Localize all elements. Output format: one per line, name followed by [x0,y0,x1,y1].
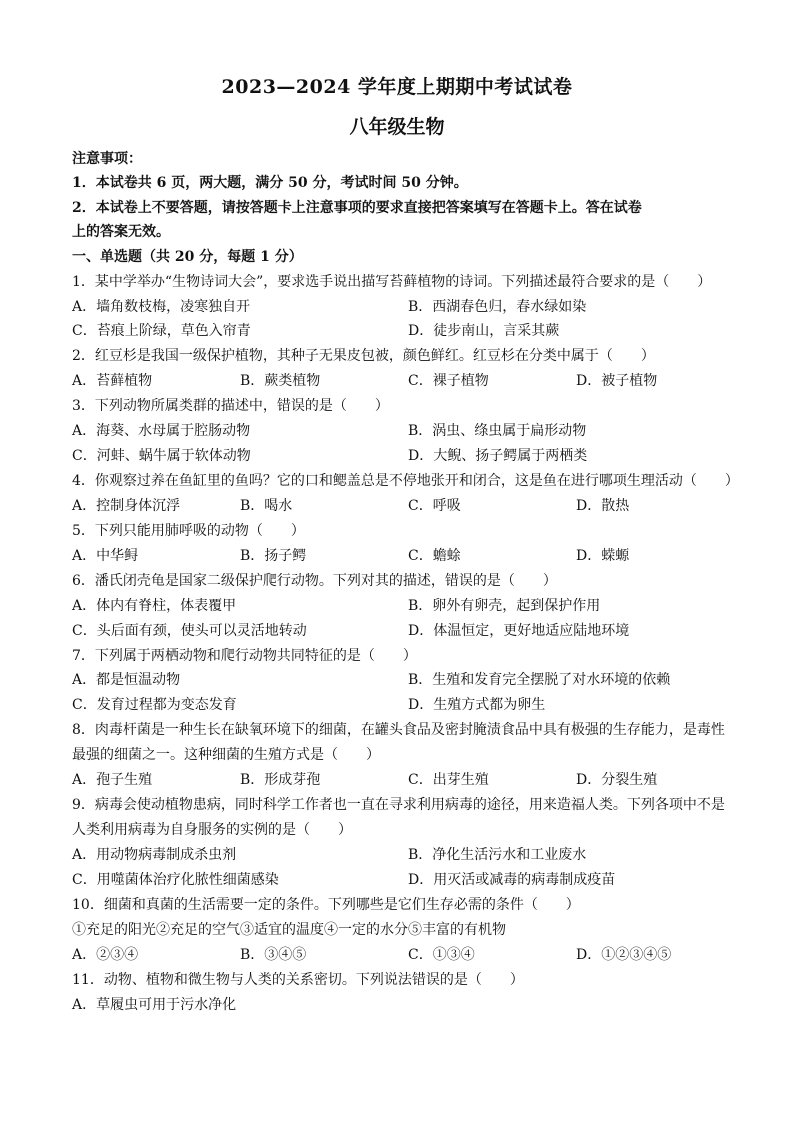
question-4-option-a: A．控制身体沉浮 [72,498,181,514]
question-2-option-c: C．裸子植物 [408,373,489,389]
question-7-option-c: C．发育过程都为变态发育 [72,697,237,713]
question-2-option-a: A．苔藓植物 [72,373,153,389]
question-8-option-b: B．形成芽孢 [240,772,321,788]
question-4-stem: 4．你观察过养在鱼缸里的鱼吗？它的口和鳃盖总是不停地张开和闭合，这是鱼在进行哪项生理活动（ ） [72,473,739,489]
question-3-option-a: A．海葵、水母属于腔肠动物 [72,423,251,439]
question-9-stem-line-1: 9．病毒会使动植物患病，同时科学工作者也一直在寻求利用病毒的途径，用来造福人类。下列各项中不是 [72,797,725,813]
question-6-option-b: B．卵外有卵壳，起到保护作用 [408,598,601,614]
question-1-option-b: B．西湖春色归，春水绿如染 [408,299,587,315]
note-2-line-2: 上的答案无效。 [72,224,170,240]
question-6-stem: 6．潘氏闭壳龟是国家二级保护爬行动物。下列对其的描述，错误的是（ ） [72,573,557,589]
question-3-stem: 3．下列动物所属类群的描述中，错误的是（ ） [72,398,389,414]
question-3-option-c: C．河蚌、蜗牛属于软体动物 [72,448,251,464]
question-10-option-a: A．②③④ [72,947,139,963]
question-5-option-d: D．蝾螈 [576,548,630,564]
question-4-option-c: C．呼吸 [408,498,461,514]
question-8-option-c: C．出芽生殖 [408,772,489,788]
question-2-option-d: D．被子植物 [576,373,658,389]
exam-subtitle: 八年级生物 [349,116,445,138]
question-5-option-a: A．中华鲟 [72,548,139,564]
question-9-stem-line-2: 人类利用病毒为自身服务的实例的是（ ） [72,822,352,838]
question-9-option-d: D．用灭活或减毒的病毒制成疫苗 [408,872,616,888]
question-9-option-b: B．净化生活污水和工业废水 [408,847,587,863]
question-7-option-a: A．都是恒温动物 [72,672,181,688]
question-1-stem: 1．某中学举办“生物诗词大会”，要求选手说出描写苔藓植物的诗词。下列描述最符合要求的是（ ） [72,274,712,290]
question-4-option-d: D．散热 [576,498,630,514]
exam-title: 2023—2024 学年度上期期中考试试卷 [221,76,573,98]
question-11-stem: 11．动物、植物和微生物与人类的关系密切。下列说法错误的是（ ） [72,972,524,988]
notes-heading: 注意事项： [72,151,142,167]
section-heading: 一、单选题（共 20 分，每题 1 分） [72,249,303,265]
question-10-option-b: B．③④⑤ [240,947,307,963]
question-11-option-a: A．草履虫可用于污水净化 [72,997,237,1013]
question-8-option-a: A．孢子生殖 [72,772,153,788]
question-3-option-d: D．大鲵、扬子鳄属于两栖类 [408,448,588,464]
question-9-option-c: C．用噬菌体治疗化脓性细菌感染 [72,872,279,888]
note-2-line-1: 2．本试卷上不要答题，请按答题卡上注意事项的要求直接把答案填写在答题卡上。答在试卷 [72,200,642,216]
question-9-option-a: A．用动物病毒制成杀虫剂 [72,847,237,863]
question-10-stem: 10．细菌和真菌的生活需要一定的条件。下列哪些是它们生存必需的条件（ ） [72,897,580,913]
question-1-option-c: C．苔痕上阶绿，草色入帘青 [72,323,251,339]
question-2-option-b: B．蕨类植物 [240,373,321,389]
question-8-stem-line-1: 8．肉毒杆菌是一种生长在缺氧环境下的细菌，在罐头食品及密封腌渍食品中具有极强的生存能力，是毒性 [72,722,725,738]
question-7-option-d: D．生殖方式都为卵生 [408,697,546,713]
question-4-option-b: B．喝水 [240,498,293,514]
question-5-stem: 5．下列只能用肺呼吸的动物（ ） [72,523,305,539]
note-1: 1．本试卷共 6 页，两大题，满分 50 分，考试时间 50 分钟。 [72,175,468,191]
question-8-option-d: D．分裂生殖 [576,772,658,788]
question-7-stem: 7．下列属于两栖动物和爬行动物共同特征的是（ ） [72,648,417,664]
question-6-option-a: A．体内有脊柱，体表覆甲 [72,598,237,614]
question-5-option-c: C．蟾蜍 [408,548,461,564]
question-1-option-d: D．徒步南山，言采其蕨 [408,323,560,339]
question-3-option-b: B．涡虫、绦虫属于扁形动物 [408,423,587,439]
question-10-option-d: D．①②③④⑤ [576,947,672,963]
question-6-option-c: C．头后面有颈，使头可以灵活地转动 [72,623,307,639]
question-1-option-a: A．墙角数枝梅，凌寒独自开 [72,299,251,315]
question-10-items: ①充足的阳光②充足的空气③适宜的温度④一定的水分⑤丰富的有机物 [72,922,506,938]
question-8-stem-line-2: 最强的细菌之一。这种细菌的生殖方式是（ ） [72,747,380,763]
question-5-option-b: B．扬子鳄 [240,548,307,564]
question-6-option-d: D．体温恒定，更好地适应陆地环境 [408,623,630,639]
question-7-option-b: B．生殖和发育完全摆脱了对水环境的依赖 [408,672,671,688]
question-2-stem: 2．红豆杉是我国一级保护植物，其种子无果皮包被，颜色鲜红。红豆杉在分类中属于（ ） [72,348,655,364]
question-10-option-c: C．①③④ [408,947,475,963]
